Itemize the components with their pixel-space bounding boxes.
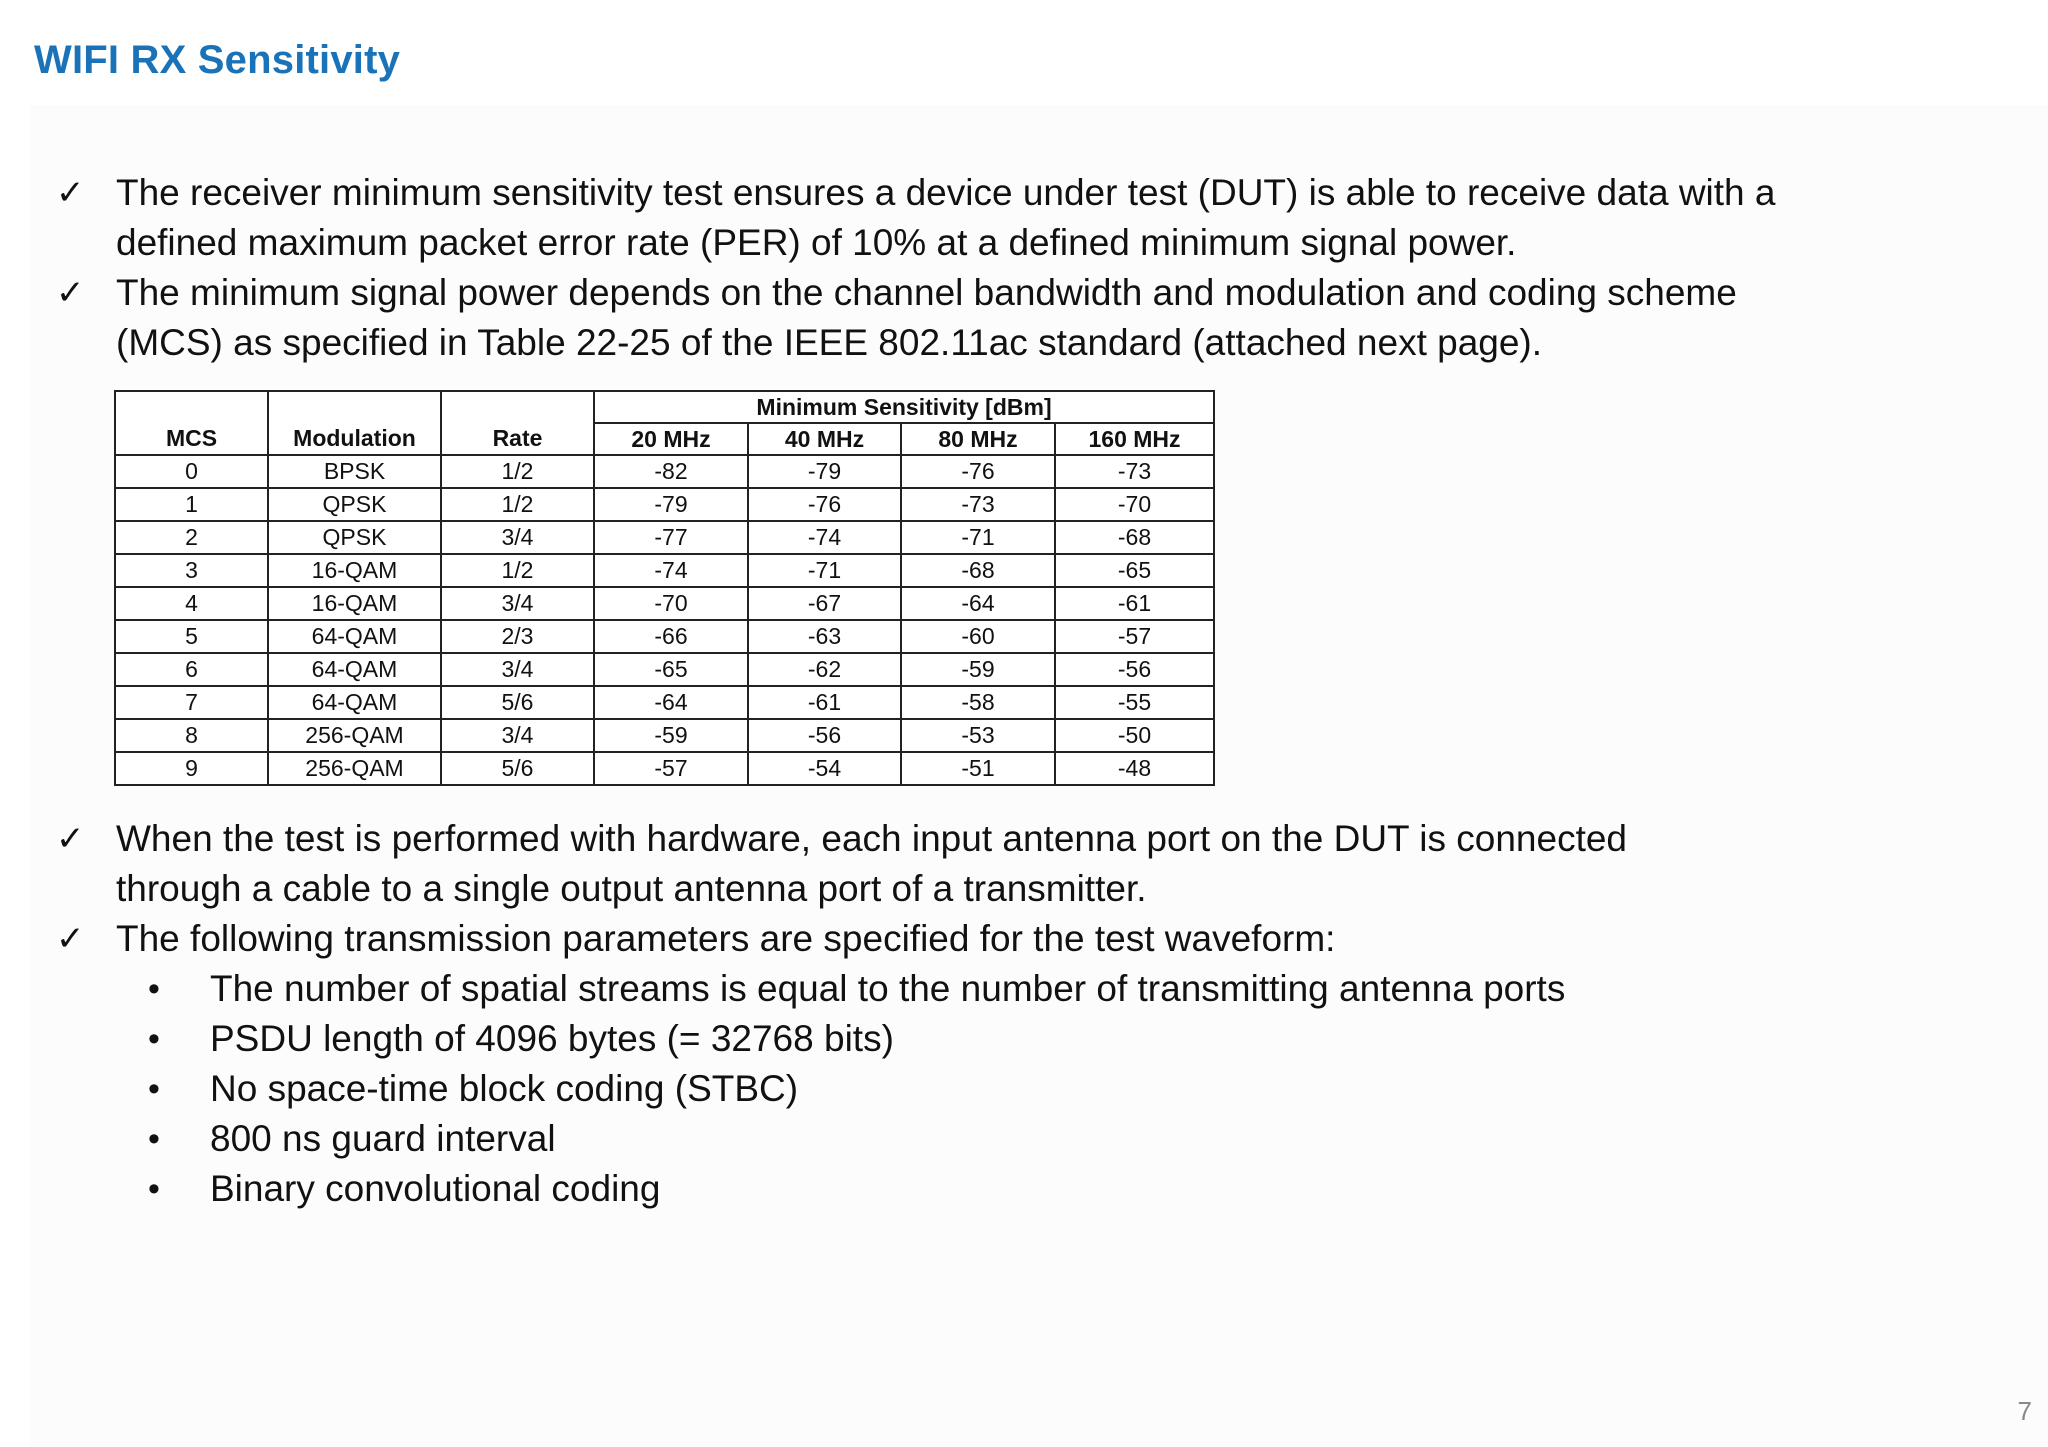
bullet-text-1-line-1: The receiver minimum sensitivity test ensures a device under test (DUT) is able to receive data with a [116,172,1776,213]
table-cell: -56 [1055,653,1214,686]
table-cell: -59 [901,653,1055,686]
table-cell: -59 [594,719,748,752]
table-row [115,752,1214,785]
table-cell: 16-QAM [268,554,441,587]
table-cell: -77 [594,521,748,554]
bullet-text-3-line-2: through a cable to a single output antenna port of a transmitter. [116,868,1147,909]
header-40mhz: 40 MHz [748,423,901,455]
table-cell: 2/3 [441,620,594,653]
table-cell: -73 [901,488,1055,521]
table-cell: 5/6 [441,686,594,719]
slide-title: WIFI RX Sensitivity [34,38,401,82]
table-cell: 1 [115,488,268,521]
bullet-dot-icon: • [148,970,160,1008]
table-cell: 1/2 [441,488,594,521]
table-cell: -76 [748,488,901,521]
header-160mhz: 160 MHz [1055,423,1214,455]
bullet-text-2-line-2: (MCS) as specified in Table 22-25 of the IEEE 802.11ac standard (attached next page). [116,322,1543,363]
checkmark-icon: ✓ [56,820,85,858]
table-cell: -53 [901,719,1055,752]
table-cell: 5 [115,620,268,653]
table-row [115,620,1214,653]
table-cell: -79 [594,488,748,521]
table-row [115,686,1214,719]
table-cell: -70 [1055,488,1214,521]
sub-bullet-3: No space-time block coding (STBC) [210,1068,799,1109]
table-cell: 0 [115,455,268,488]
table-cell: 6 [115,653,268,686]
table-cell: -51 [901,752,1055,785]
table-cell: -76 [901,455,1055,488]
table-cell: -66 [594,620,748,653]
table-cell: -50 [1055,719,1214,752]
header-min-sensitivity: Minimum Sensitivity [dBm] [594,391,1214,423]
bullet-text-3-line-1: When the test is performed with hardware, each input antenna port on the DUT is connected [116,818,1628,859]
table-row [115,521,1214,554]
header-modulation: Modulation [268,391,441,455]
bullet-dot-icon: • [148,1070,160,1108]
bullet-text-4-line-1: The following transmission parameters are specified for the test waveform: [116,918,1336,959]
table-cell: -58 [901,686,1055,719]
table-cell: 64-QAM [268,686,441,719]
table-cell: 64-QAM [268,620,441,653]
table-cell: -54 [748,752,901,785]
sensitivity-table [114,390,1215,786]
table-row [115,653,1214,686]
table-cell: 3/4 [441,521,594,554]
header-rate: Rate [441,391,594,455]
table-cell: 3/4 [441,653,594,686]
table-cell: -64 [901,587,1055,620]
bullet-dot-icon: • [148,1120,160,1158]
table-cell: -65 [1055,554,1214,587]
table-cell: 1/2 [441,554,594,587]
table-cell: -79 [748,455,901,488]
table-cell: 3 [115,554,268,587]
sub-bullet-4: 800 ns guard interval [210,1118,556,1159]
table-cell: -71 [901,521,1055,554]
checkmark-icon: ✓ [56,920,85,958]
table-cell: -64 [594,686,748,719]
table-cell: -74 [748,521,901,554]
checkmark-icon: ✓ [56,174,85,212]
table-cell: 8 [115,719,268,752]
bullet-text-1-line-2: defined maximum packet error rate (PER) of 10% at a defined minimum signal power. [116,222,1517,263]
table-row [115,719,1214,752]
table-cell: -57 [594,752,748,785]
table-cell: -63 [748,620,901,653]
table-cell: 3/4 [441,587,594,620]
table-cell: -61 [748,686,901,719]
table-cell: 5/6 [441,752,594,785]
checkmark-icon: ✓ [56,274,85,312]
sub-bullet-5: Binary convolutional coding [210,1168,661,1209]
sub-bullet-1: The number of spatial streams is equal to the number of transmitting antenna ports [210,968,1566,1009]
table-row [115,488,1214,521]
table-row [115,554,1214,587]
table-cell: -67 [748,587,901,620]
table-cell: 64-QAM [268,653,441,686]
table-cell: -48 [1055,752,1214,785]
header-80mhz: 80 MHz [901,423,1055,455]
header-mcs: MCS [115,391,268,455]
page-number: 7 [2017,1396,2032,1426]
table-cell: -61 [1055,587,1214,620]
table-cell: -68 [901,554,1055,587]
table-cell: BPSK [268,455,441,488]
table-cell: -70 [594,587,748,620]
table-cell: -82 [594,455,748,488]
table-cell: 1/2 [441,455,594,488]
table-cell: -56 [748,719,901,752]
table-cell: 16-QAM [268,587,441,620]
bullet-dot-icon: • [148,1020,160,1058]
bullet-dot-icon: • [148,1170,160,1208]
table-cell: -74 [594,554,748,587]
bullet-text-2-line-1: The minimum signal power depends on the channel bandwidth and modulation and coding scheme [116,272,1737,313]
table-row [115,587,1214,620]
table-cell: 256-QAM [268,752,441,785]
table-cell: 7 [115,686,268,719]
table-cell: 4 [115,587,268,620]
table-cell: 256-QAM [268,719,441,752]
table-body [115,455,1214,785]
table-cell: -71 [748,554,901,587]
table-cell: -68 [1055,521,1214,554]
table-cell: -55 [1055,686,1214,719]
table-cell: -73 [1055,455,1214,488]
sub-bullet-2: PSDU length of 4096 bytes (= 32768 bits) [210,1018,894,1059]
table-cell: -65 [594,653,748,686]
table-cell: QPSK [268,488,441,521]
table-cell: -57 [1055,620,1214,653]
header-20mhz: 20 MHz [594,423,748,455]
table-cell: -62 [748,653,901,686]
table-cell: 3/4 [441,719,594,752]
table-cell: 2 [115,521,268,554]
table-row [115,455,1214,488]
table-cell: -60 [901,620,1055,653]
table-cell: QPSK [268,521,441,554]
table-cell: 9 [115,752,268,785]
